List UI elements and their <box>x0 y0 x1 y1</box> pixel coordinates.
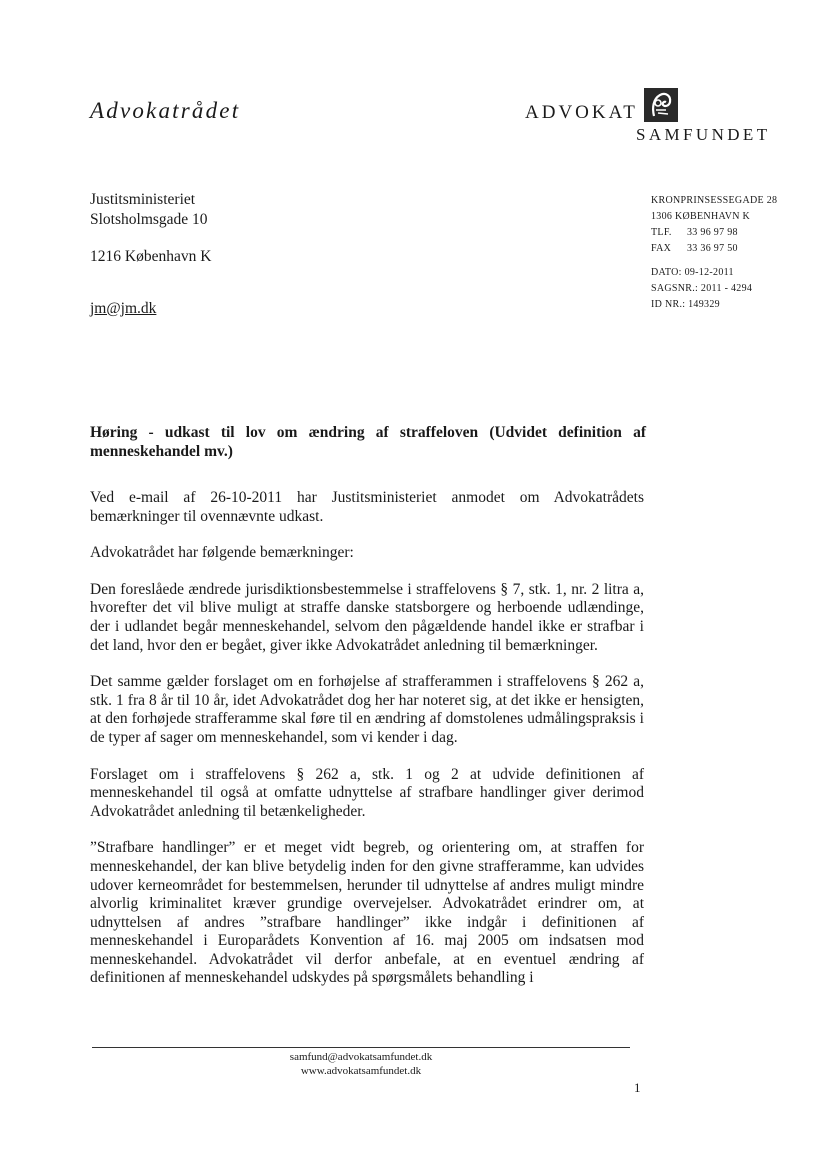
sender-fax <box>651 241 777 257</box>
sender-street: KRONPRINSESSEGADE 28 <box>651 195 778 206</box>
recipient-street: Slotsholmsgade 10 <box>90 211 208 228</box>
footer-website-link[interactable]: www.advokatsamfundet.dk <box>300 1065 422 1077</box>
sender-city: 1306 KØBENHAVN K <box>651 211 751 222</box>
sender-info-block <box>651 193 777 313</box>
recipient-city: 1216 København K <box>90 248 212 265</box>
letterhead-org-name: Advokatrådet <box>90 98 241 123</box>
fax-number: 33 36 97 50 <box>687 243 738 254</box>
advokatsamfundet-logo <box>525 88 785 148</box>
body-paragraph: ”Strafbare handlinger” er et meget vidt begreb, og orientering om, at straffen for menneskehandel, der kan blive betydelig inden for den givne strafferamme, kan udvides udover kerneområdet for bestemmelsen, herunder til udnyttelse af andres muligt mindre alvorlig kriminalitet kræver grundige overvejelser. Advokatrådet erindrer om, at udnyttelsen af andres ”strafbare handlinger” ikke indgår i definitionen af menneskehandel i Europarådets Konvention af 16. maj 2005 om indsatsen mod menneskehandel. Advokatrådet vil derfor anbefale, at en eventuel ændring af definitionen af menneskehandel udskydes på spørgsmålets behandling i <box>90 839 644 987</box>
letter-subject: Høring - udkast til lov om ændring af straffeloven (Udvidet definition af menneskehandel mv.) <box>90 424 646 460</box>
phone-number: 33 96 97 98 <box>687 227 738 238</box>
sender-phone <box>651 225 777 241</box>
id-number: ID NR.: 149329 <box>651 299 720 310</box>
recipient-email-link[interactable]: jm@jm.dk <box>90 300 157 317</box>
phone-label: TLF. <box>651 227 672 238</box>
page-number: 1 <box>634 1080 641 1095</box>
case-number: SAGSNR.: 2011 - 4294 <box>651 283 753 294</box>
footer-divider <box>92 1047 630 1048</box>
body-paragraph: Den foreslåede ændrede jurisdiktionsbestemmelse i straffelovens § 7, stk. 1, nr. 2 litra a, hvorefter det vil blive muligt at straffe danske statsborgere og herboende udlændinge, der i udlandet begår menneskehandel, selvom den pågældende handel ikke er strafbar i det land, hvor den er begået, giver ikke Advokatrådet anledning til bemærkninger. <box>90 580 644 654</box>
letter-date: DATO: 09-12-2011 <box>651 267 734 278</box>
recipient-address <box>90 190 211 267</box>
body-paragraph: Advokatrådet har følgende bemærkninger: <box>90 544 354 562</box>
logo-text-top: ADVOKAT <box>525 102 638 123</box>
recipient-name: Justitsministeriet <box>90 191 196 208</box>
logo-text-bottom: SAMFUNDET <box>636 125 771 144</box>
fax-label: FAX <box>651 243 672 254</box>
letter-body <box>90 489 644 1006</box>
footer-email-link[interactable]: samfund@advokatsamfundet.dk <box>289 1051 433 1063</box>
body-paragraph: Forslaget om i straffelovens § 262 a, stk. 1 og 2 at udvide definitionen af menneskehandel til også at omfatte udnyttelse af strafbare handlinger giver derimod Advokatrådet anledning til betænkeligheder. <box>90 765 644 820</box>
advokatsamfundet-emblem-icon <box>644 88 678 122</box>
body-paragraph: Det samme gælder forslaget om en forhøjelse af strafferammen i straffelovens § 262 a, stk. 1 fra 8 år til 10 år, idet Advokatrådet dog her har noteret sig, at det ikke er hensigten, at den forhøjede strafferamme skal føre til en ændring af domstolenes udmålingspraksis i de typer af sager om menneskehandel, som vi kender i dag. <box>90 673 644 746</box>
body-paragraph: Ved e-mail af 26-10-2011 har Justitsministeriet anmodet om Advokatrådets bemærkninger til ovennævnte udkast. <box>90 489 644 525</box>
footer <box>92 1050 630 1078</box>
